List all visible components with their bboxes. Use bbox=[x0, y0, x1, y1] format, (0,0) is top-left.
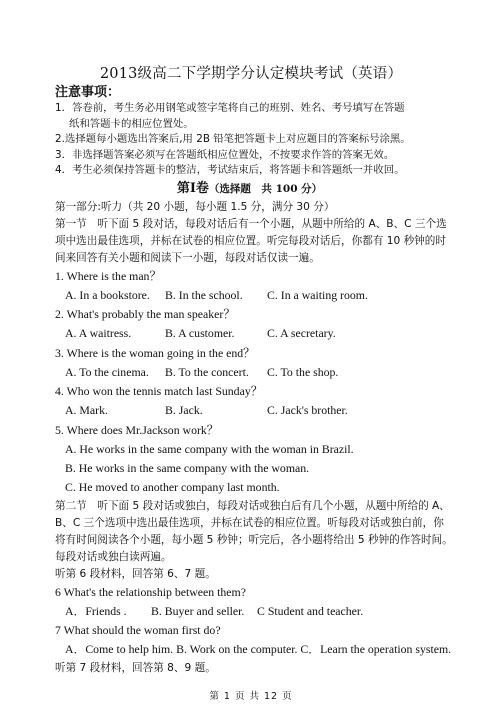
question-2-options bbox=[55, 324, 454, 343]
option-b: B. Buyer and seller. bbox=[151, 603, 245, 618]
question-4-options bbox=[55, 401, 454, 420]
question-4: 4. Who won the tennis match last Sunday？ bbox=[55, 384, 263, 399]
question-3-options bbox=[55, 363, 454, 382]
option-b: B. To the concert. bbox=[165, 364, 249, 379]
notice-item-1-cont-text: 纸和答题卡的相应位置处。 bbox=[69, 117, 194, 130]
option-c: C. In a waiting room. bbox=[267, 287, 368, 302]
option-b: B. In the school. bbox=[165, 287, 243, 302]
notice-heading: 注意事项： bbox=[55, 85, 121, 100]
question-7-options: A．Come to help him. B. Work on the computer. C．Learn the operation system. bbox=[65, 642, 452, 657]
option-a: A. Mark. bbox=[65, 403, 108, 418]
part1-heading: 第一部分:听力（共 20 小题，每小题 1.5 分，满分 30 分） bbox=[55, 200, 335, 213]
material-7-note: 听第 7 段材料，回答第 8、9 题。 bbox=[55, 661, 216, 674]
exam-title: 2013级高二下学期学分认定模块考试（英语） bbox=[99, 66, 403, 82]
notice-item-2: 2.选择题每小题选出答案后,用 2B 铅笔把答题卡上对应题目的答案标号涂黑。 bbox=[55, 133, 411, 146]
question-1: 1. Where is the man？ bbox=[55, 268, 162, 283]
page-footer: 第 1 页 共 12 页 bbox=[209, 691, 293, 702]
option-a: A. To the cinema. bbox=[65, 364, 149, 379]
notice-item-1: 1．答卷前，考生务必用钢笔或签字笔将自己的班别、姓名、考号填写在答题 bbox=[55, 102, 405, 114]
question-3: 3. Where is the woman going in the end？ bbox=[55, 345, 255, 360]
option-c: C. To the shop. bbox=[267, 364, 339, 379]
question-5-option-a: A. He works in the same company with the woman in Brazil. bbox=[65, 441, 354, 456]
option-c: C. Jack's brother. bbox=[267, 403, 348, 418]
option-a: A. In a bookstore. bbox=[65, 287, 150, 302]
question-5-option-b: B. He works in the same company with the woman. bbox=[65, 461, 310, 475]
option-a: A．Friends . bbox=[65, 603, 127, 618]
notice-item-1-cont bbox=[55, 117, 454, 133]
volume-sub: （选择题 共 100 分） bbox=[208, 182, 323, 195]
question-1-options bbox=[55, 286, 454, 305]
question-7: 7 What should the woman first do? bbox=[55, 623, 221, 638]
question-6-options bbox=[55, 602, 454, 621]
notice-item-3: 3．非选择题答案必须写在答题纸相应位置处，不按要求作答的答案无效。 bbox=[55, 148, 395, 161]
option-c: C Student and teacher. bbox=[257, 603, 364, 618]
option-b: B. A customer. bbox=[165, 326, 235, 341]
exam-content bbox=[55, 84, 454, 677]
notice-item-4: 4．考生必须保持答题卡的整洁，考试结束后，将答题卡和答题纸一并收回。 bbox=[55, 164, 405, 177]
question-6: 6 What's the relationship between them? bbox=[55, 584, 246, 599]
volume-heading bbox=[45, 179, 454, 199]
option-b: B. Jack. bbox=[165, 403, 203, 418]
section1-instructions: 第一节 听下面 5 段对话，每段对话后有一个小题，从题中所给的 A、B、C 三个选项中选出最佳选项，并标在试卷的相应位置。听完每段对话后，你都有 10 秒钟的时间来回答有关小题和阅读下一小题，每段对话仅读一遍。 bbox=[55, 217, 447, 264]
volume-label: 第Ⅰ卷 bbox=[176, 180, 209, 196]
option-c: C. A secretary. bbox=[267, 326, 336, 341]
option-a: A. A waitress. bbox=[65, 326, 132, 341]
section2-instructions: 第二节 听下面 5 段对话或独白，每段对话或独白后有几个小题，从题中所给的 A、B、C 三个选项中选出最佳选项，并标在试卷的相应位置。听每段对话或独白前，你将有时间阅读各个小题，每小题 5 秒钟；听完后，各小题将给出 5 秒钟的作答时间。每段对话或独白读两遍。 bbox=[55, 499, 453, 563]
question-5-option-c: C. He moved to another company last month. bbox=[65, 480, 280, 495]
material-6-note: 听第 6 段材料，回答第 6、7 题。 bbox=[55, 567, 216, 580]
question-5: 5. Where does Mr.Jackson work？ bbox=[55, 422, 219, 437]
question-2: 2. What's probably the man speaker？ bbox=[55, 307, 236, 322]
